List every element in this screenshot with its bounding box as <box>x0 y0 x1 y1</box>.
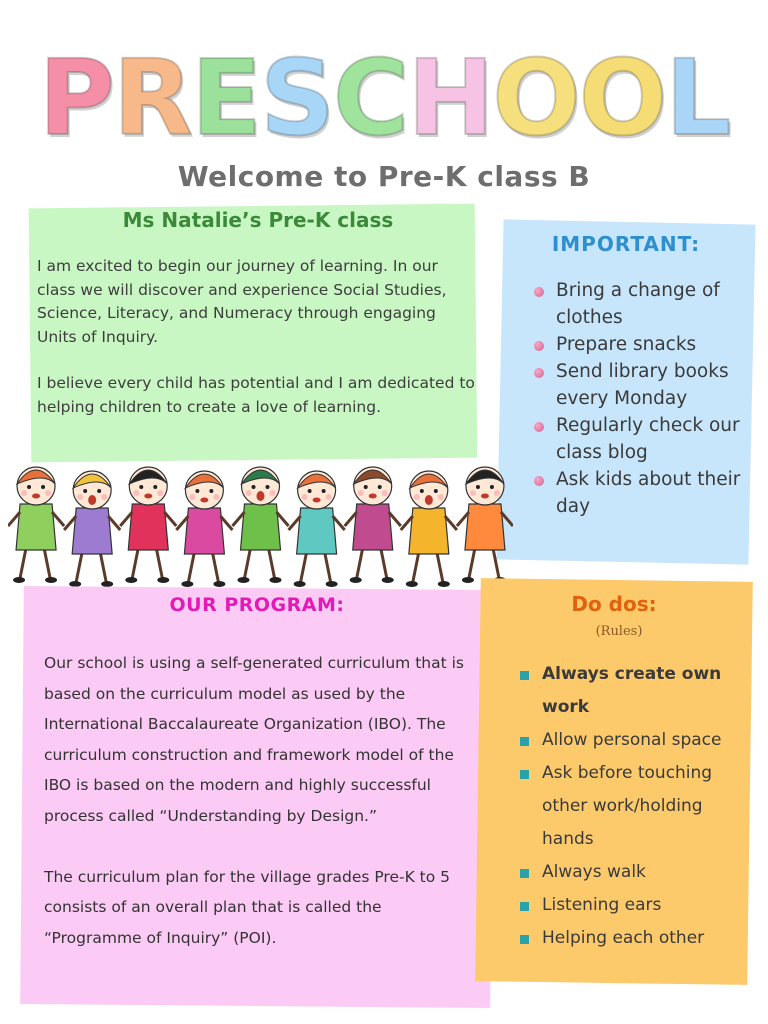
list-item-text: Ask kids about their day <box>556 469 741 517</box>
bullet-dot-icon <box>534 422 544 432</box>
preschool-title <box>40 38 730 158</box>
title-letter: R <box>112 37 193 159</box>
bullet-dot-icon <box>534 368 544 378</box>
list-item <box>528 358 748 412</box>
title-letter: O <box>492 37 581 159</box>
title-letter: E <box>190 37 262 159</box>
intro-paragraph: I am excited to begin our journey of learning. In our class we will discover and experience Social Studies, Science, Literacy, and Numeracy through engaging Units of Inquiry. <box>37 257 447 346</box>
list-item <box>520 724 750 757</box>
list-item <box>520 658 750 724</box>
subtitle: Welcome to Pre-K class B <box>177 160 591 193</box>
list-item-text: Ask before touching other work/holding hands <box>542 763 713 849</box>
title-letter: C <box>332 37 410 159</box>
square-bullet-icon <box>520 737 529 746</box>
list-item-text: Always create own work <box>542 664 722 717</box>
kids-holding-hands-illustration <box>8 448 513 588</box>
list-item <box>528 277 748 331</box>
title-letter: S <box>259 37 335 159</box>
list-item-text: Allow personal space <box>542 730 722 750</box>
title-letter: O <box>578 37 668 159</box>
intro-title: Ms Natalie’s Pre-K class <box>122 208 394 232</box>
list-item-text: Send library books every Monday <box>556 361 729 409</box>
list-item-text: Regularly check our class blog <box>556 415 740 463</box>
list-item <box>528 331 748 358</box>
list-item <box>528 466 748 520</box>
list-item-text: Listening ears <box>542 895 662 915</box>
important-list <box>528 277 748 520</box>
title-letter: H <box>407 37 495 159</box>
square-bullet-icon <box>520 935 529 944</box>
title-letter: L <box>665 37 732 159</box>
program-title: OUR PROGRAM: <box>169 594 345 616</box>
list-item <box>520 922 750 955</box>
rules-subtitle: (Rules) <box>595 624 643 639</box>
square-bullet-icon <box>520 902 529 911</box>
program-text <box>44 648 476 983</box>
bullet-dot-icon <box>534 341 544 351</box>
title-letter: P <box>38 37 115 159</box>
bullet-dot-icon <box>534 476 544 486</box>
rules-list <box>520 658 750 955</box>
program-paragraph: Our school is using a self-generated curriculum that is based on the curriculum model as used by the International Baccalaureate Organization (IBO). The curriculum construction and framework model of the IBO is based on the modern and highly successful process called “Understanding by Design.” <box>44 654 464 825</box>
list-item <box>528 412 748 466</box>
square-bullet-icon <box>520 770 529 779</box>
rules-title: Do dos: <box>571 592 657 616</box>
list-item-text: Prepare snacks <box>556 334 697 355</box>
intro-paragraph: I believe every child has potential and I am dedicated to helping children to create a love of learning. <box>37 374 475 416</box>
list-item <box>520 856 750 889</box>
list-item-text: Helping each other <box>542 928 705 948</box>
list-item <box>520 889 750 922</box>
list-item <box>520 757 750 856</box>
list-item-text: Bring a change of clothes <box>556 280 720 328</box>
bullet-dot-icon <box>534 287 544 297</box>
important-title: IMPORTANT: <box>551 232 701 256</box>
square-bullet-icon <box>520 671 529 680</box>
program-paragraph: The curriculum plan for the village grades Pre-K to 5 consists of an overall plan that is called the “Programme of Inquiry” (POI). <box>44 867 451 947</box>
intro-text <box>37 255 477 442</box>
list-item-text: Always walk <box>542 862 646 882</box>
square-bullet-icon <box>520 869 529 878</box>
